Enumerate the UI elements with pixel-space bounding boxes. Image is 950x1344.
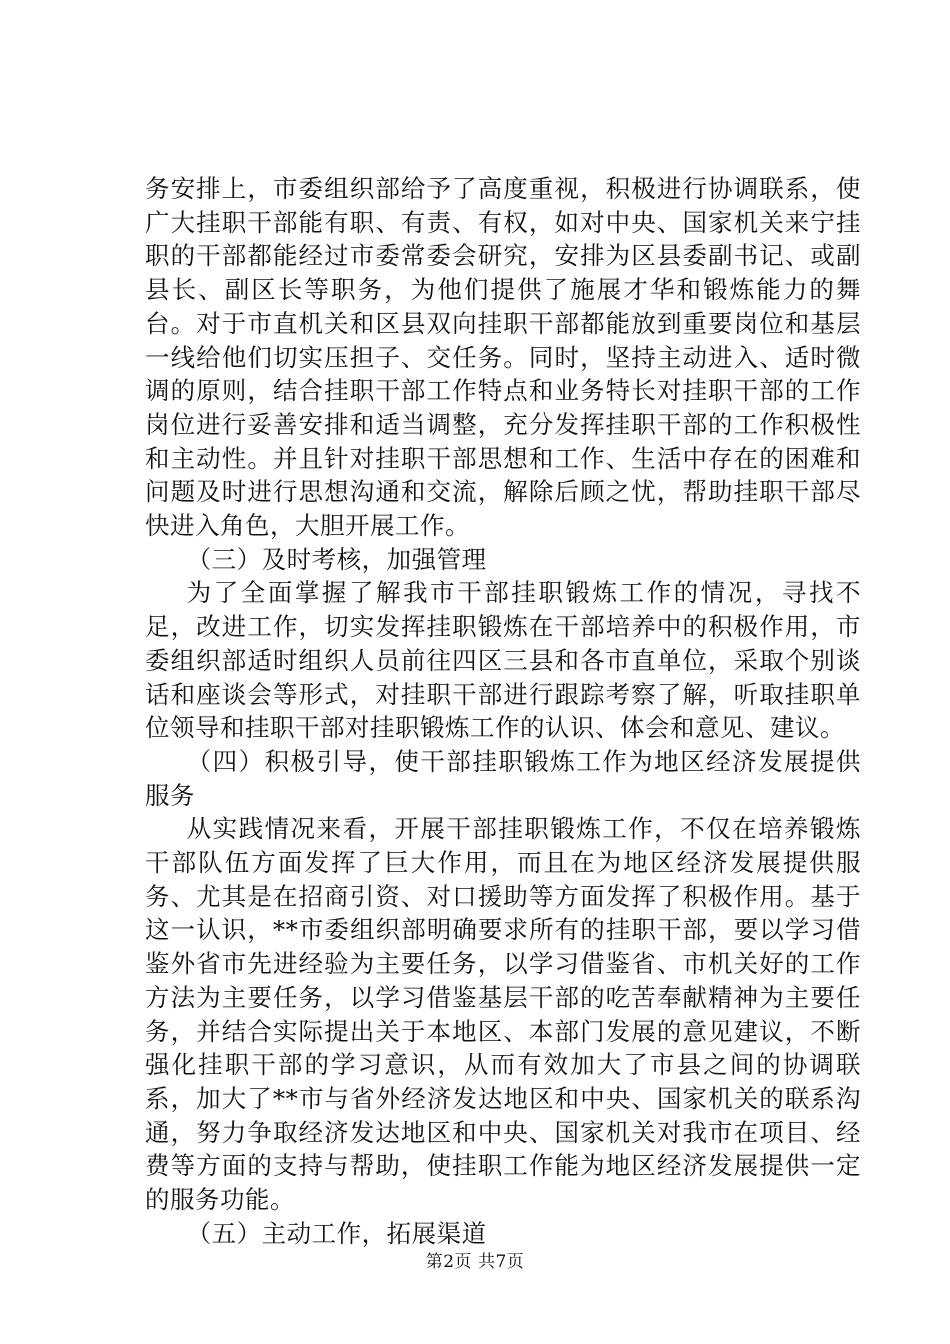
document-body (145, 172, 861, 1251)
body-paragraph: 从实践情况来看，开展干部挂职锻炼工作，不仅在培养锻炼干部队伍方面发挥了巨大作用，而且在为地区经济发展提供服务、尤其是在招商引资、对口援助等方面发挥了积极作用。基于这一认识，**市委组织部明确要求所有的挂职干部，要以学习借鉴外省市先进经验为主要任务，以学习借鉴省、市机关好的工作方法为主要任务，以学习借鉴基层干部的吃苦奉献精神为主要任务，并结合实际提出关于本地区、本部门发展的意见建议，不断强化挂职干部的学习意识，从而有效加大了市县之间的协调联系，加大了**市与省外经济发达地区和中央、国家机关的联系沟通，努力争取经济发达地区和中央、国家机关对我市在项目、经费等方面的支持与帮助，使挂职工作能为地区经济发展提供一定的服务功能。 (145, 814, 861, 1215)
section-heading: （三）及时考核，加强管理 (186, 544, 487, 574)
body-paragraph: 务安排上，市委组织部给予了高度重视，积极进行协调联系，使广大挂职干部能有职、有责、有权，如对中央、国家机关来宁挂职的干部都能经过市委常委会研究，安排为区县委副书记、或副县长、副区长等职务，为他们提供了施展才华和锻炼能力的舞台。对于市直机关和区县双向挂职干部都能放到重要岗位和基层一线给他们切实压担子、交任务。同时，坚持主动进入、适时微调的原则，结合挂职干部工作特点和业务特长对挂职干部的工作岗位进行妥善安排和适当调整，充分发挥挂职干部的工作积极性和主动性。并且针对挂职干部思想和工作、生活中存在的困难和问题及时进行思想沟通和交流，解除后顾之忧，帮助挂职干部尽快进入角色，大胆开展工作。 (145, 174, 861, 541)
page-number-footer: 第2页 共7页 (425, 1252, 525, 1272)
section-heading: （五）主动工作，拓展渠道 (186, 1218, 487, 1248)
body-paragraph: 为了全面掌握了解我市干部挂职锻炼工作的情况，寻找不足，改进工作，切实发挥挂职锻炼在干部培养中的积极作用，市委组织部适时组织人员前往四区三县和各市直单位，采取个别谈话和座谈会等形式，对挂职干部进行跟踪考察了解，听取挂职单位领导和挂职干部对挂职锻炼工作的认识、体会和意见、建议。 (145, 578, 861, 743)
section-heading: （四）积极引导，使干部挂职锻炼工作为地区经济发展提供服务 (145, 746, 861, 810)
